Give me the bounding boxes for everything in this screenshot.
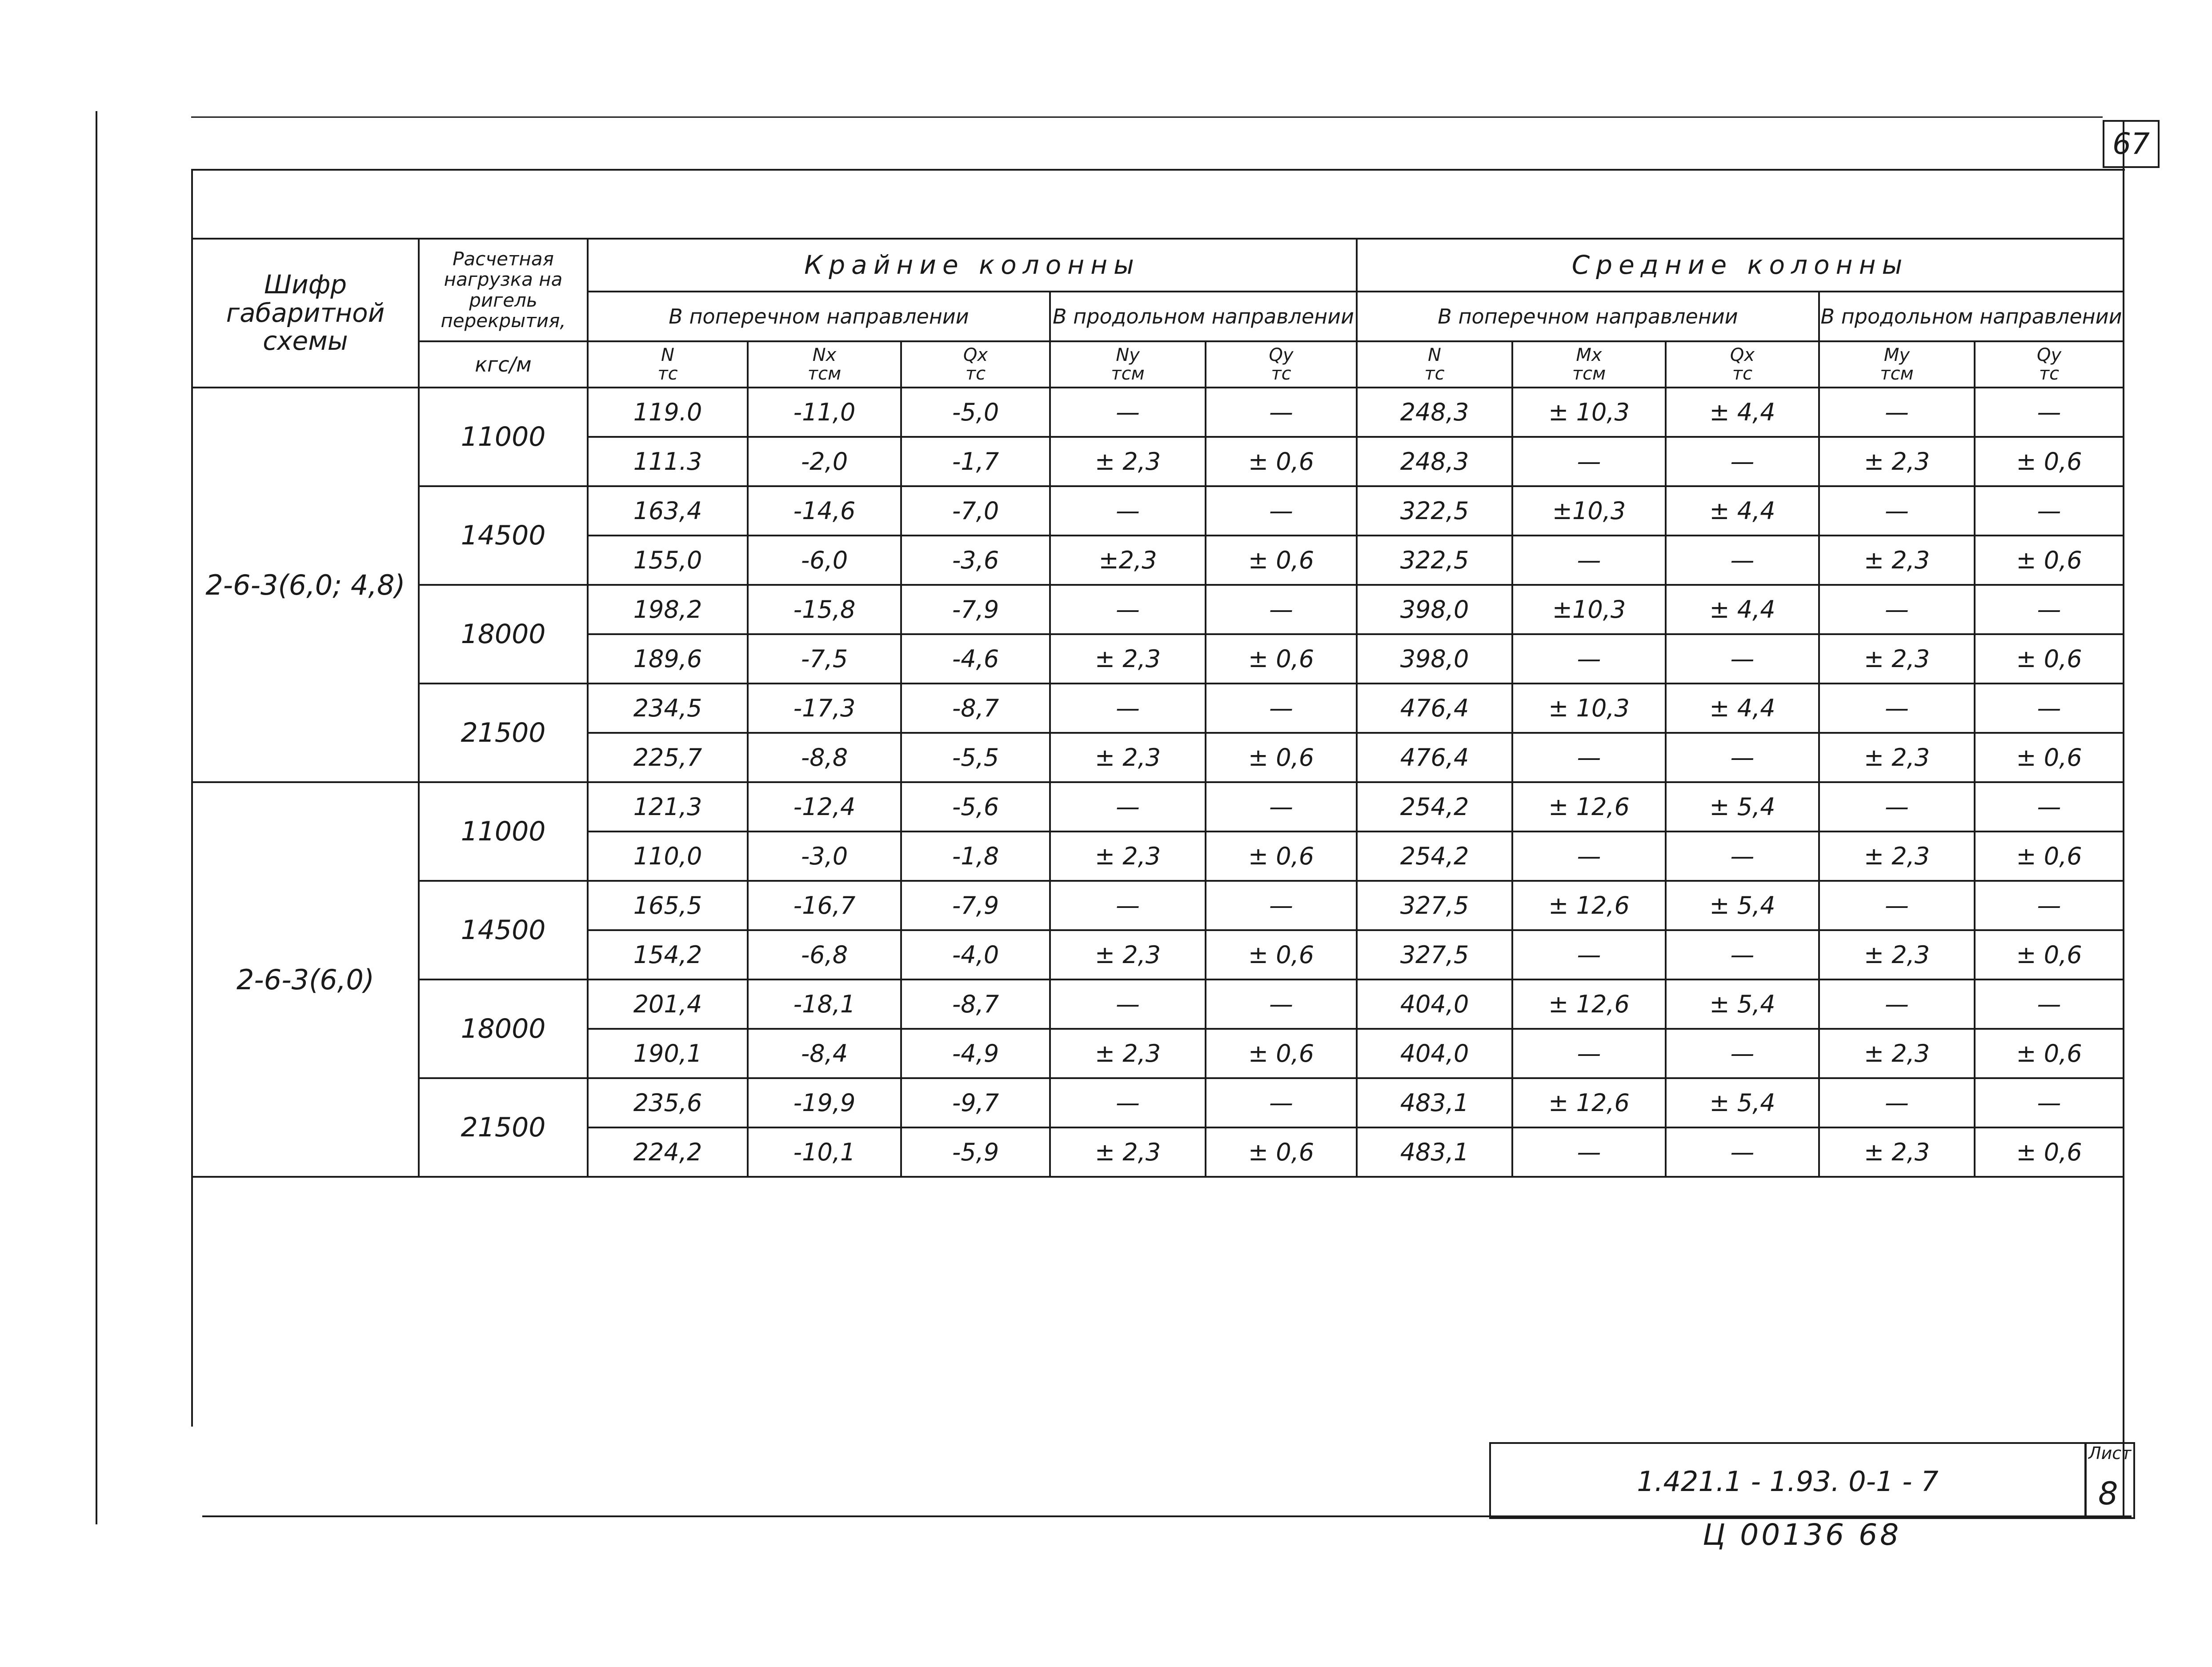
value-cell: ± 2,3 (1819, 1127, 1975, 1177)
value-cell: -7,5 (748, 634, 901, 684)
header-row-1 (192, 239, 2124, 292)
value-cell: 198,2 (588, 585, 748, 634)
sheet-label: Лист (2088, 1443, 2132, 1463)
value-cell: -3,6 (901, 536, 1050, 585)
value-cell: ± 0,6 (1206, 832, 1357, 881)
value-cell: 110,0 (588, 832, 748, 881)
value-cell: — (1819, 1078, 1975, 1127)
value-cell: ± 4,4 (1666, 486, 1819, 536)
table-row (192, 782, 2124, 832)
value-cell: -9,7 (901, 1078, 1050, 1127)
middle-transverse-header: В поперечном направлении (1357, 292, 1819, 341)
value-cell: — (1819, 782, 1975, 832)
value-cell: -5,9 (901, 1127, 1050, 1177)
value-cell: ± 0,6 (1975, 437, 2124, 486)
value-cell: 225,7 (588, 733, 748, 782)
value-cell: 163,4 (588, 486, 748, 536)
table-row (192, 979, 2124, 1029)
value-cell: -14,6 (748, 486, 901, 536)
value-cell: ± 0,6 (1206, 437, 1357, 486)
frame-left-outer (96, 111, 97, 1524)
scheme-cell: 2-6-3(6,0; 4,8) (192, 388, 419, 782)
value-cell: — (1050, 486, 1206, 536)
value-cell: — (1050, 881, 1206, 930)
value-cell: 248,3 (1357, 388, 1512, 437)
value-cell: — (1512, 1029, 1666, 1078)
value-cell: ± 12,6 (1512, 979, 1666, 1029)
value-cell: 119.0 (588, 388, 748, 437)
value-cell: 398,0 (1357, 634, 1512, 684)
edge-transverse-header: В поперечном направлении (588, 292, 1050, 341)
table-row (192, 486, 2124, 536)
value-cell: 248,3 (1357, 437, 1512, 486)
document-code: 1.421.1 - 1.93. 0-1 - 7 (1637, 1465, 1939, 1498)
value-cell: ± 0,6 (1975, 930, 2124, 979)
middle-longitudinal-header: В продольном направлении (1819, 292, 2124, 341)
value-cell: -4,0 (901, 930, 1050, 979)
load-cell: 14500 (419, 486, 588, 585)
value-cell: -11,0 (748, 388, 901, 437)
value-cell: 201,4 (588, 979, 748, 1029)
value-cell: -19,9 (748, 1078, 901, 1127)
value-cell: ± 0,6 (1975, 634, 2124, 684)
value-cell: -1,8 (901, 832, 1050, 881)
value-cell: -5,6 (901, 782, 1050, 832)
table-row (192, 388, 2124, 437)
value-cell: 154,2 (588, 930, 748, 979)
value-cell: — (1206, 782, 1357, 832)
value-cell: -5,5 (901, 733, 1050, 782)
value-cell: 190,1 (588, 1029, 748, 1078)
value-cell: 483,1 (1357, 1078, 1512, 1127)
value-cell: — (1666, 930, 1819, 979)
load-cell: 21500 (419, 1078, 588, 1177)
header-row-3 (192, 341, 2124, 388)
value-cell: 398,0 (1357, 585, 1512, 634)
value-cell: -17,3 (748, 684, 901, 733)
value-cell: -1,7 (901, 437, 1050, 486)
value-cell: ± 2,3 (1050, 832, 1206, 881)
value-cell: — (1050, 585, 1206, 634)
value-cell: — (1512, 733, 1666, 782)
value-cell: — (1819, 684, 1975, 733)
value-cell: -8,4 (748, 1029, 901, 1078)
value-cell: — (1050, 684, 1206, 733)
value-cell: ± 0,6 (1206, 1029, 1357, 1078)
value-cell: -2,0 (748, 437, 901, 486)
value-cell: -7,9 (901, 585, 1050, 634)
value-cell: -8,7 (901, 684, 1050, 733)
value-cell: ± 2,3 (1819, 832, 1975, 881)
value-cell: 224,2 (588, 1127, 748, 1177)
value-cell: -6,8 (748, 930, 901, 979)
col-middle-qy: Qy тс (1975, 341, 2124, 388)
table-row (192, 1078, 2124, 1127)
value-cell: — (1512, 634, 1666, 684)
value-cell: — (1206, 979, 1357, 1029)
value-cell: ± 2,3 (1819, 536, 1975, 585)
value-cell: 155,0 (588, 536, 748, 585)
value-cell: ± 0,6 (1975, 1127, 2124, 1177)
value-cell: — (1819, 881, 1975, 930)
value-cell: — (1819, 486, 1975, 536)
value-cell: ±10,3 (1512, 486, 1666, 536)
value-cell: ± 0,6 (1206, 733, 1357, 782)
value-cell: — (1666, 634, 1819, 684)
sheet-number: 8 (2098, 1475, 2118, 1512)
value-cell: ± 2,3 (1819, 437, 1975, 486)
value-cell: — (1050, 388, 1206, 437)
value-cell: — (1512, 437, 1666, 486)
value-cell: 322,5 (1357, 486, 1512, 536)
table-row (192, 881, 2124, 930)
value-cell: — (1512, 930, 1666, 979)
value-cell: ± 0,6 (1206, 634, 1357, 684)
value-cell: 165,5 (588, 881, 748, 930)
value-cell: ± 2,3 (1050, 930, 1206, 979)
value-cell: ± 2,3 (1819, 1029, 1975, 1078)
value-cell: ± 10,3 (1512, 684, 1666, 733)
value-cell: 327,5 (1357, 930, 1512, 979)
col-edge-qy: Qy тс (1206, 341, 1357, 388)
value-cell: ± 0,6 (1206, 536, 1357, 585)
value-cell: — (1206, 388, 1357, 437)
value-cell: — (1666, 733, 1819, 782)
value-cell: -5,0 (901, 388, 1050, 437)
value-cell: — (1666, 437, 1819, 486)
frame-top-inner (191, 169, 2125, 171)
value-cell: 111.3 (588, 437, 748, 486)
value-cell: — (1512, 1127, 1666, 1177)
value-cell: ± 0,6 (1206, 1127, 1357, 1177)
value-cell: — (1975, 388, 2124, 437)
value-cell: ± 0,6 (1206, 930, 1357, 979)
col-edge-n: N тс (588, 341, 748, 388)
value-cell: — (1206, 881, 1357, 930)
value-cell: ± 2,3 (1050, 1029, 1206, 1078)
value-cell: ± 10,3 (1512, 388, 1666, 437)
load-cell: 11000 (419, 782, 588, 881)
value-cell: -15,8 (748, 585, 901, 634)
value-cell: ± 0,6 (1975, 733, 2124, 782)
value-cell: -4,6 (901, 634, 1050, 684)
middle-columns-header: Средние колонны (1357, 239, 2124, 292)
value-cell: — (1975, 585, 2124, 634)
value-cell: ±2,3 (1050, 536, 1206, 585)
col-edge-qx: Qx тс (901, 341, 1050, 388)
table-row (192, 684, 2124, 733)
value-cell: — (1819, 388, 1975, 437)
value-cell: -10,1 (748, 1127, 901, 1177)
value-cell: -8,8 (748, 733, 901, 782)
value-cell: — (1975, 684, 2124, 733)
value-cell: ± 4,4 (1666, 585, 1819, 634)
value-cell: ± 2,3 (1050, 634, 1206, 684)
value-cell: — (1975, 1078, 2124, 1127)
archive-number: Ц 00136 68 (1703, 1518, 1902, 1552)
title-block (1489, 1442, 2086, 1519)
value-cell: — (1050, 1078, 1206, 1127)
value-cell: ± 4,4 (1666, 388, 1819, 437)
value-cell: — (1206, 1078, 1357, 1127)
value-cell: 235,6 (588, 1078, 748, 1127)
value-cell: — (1975, 979, 2124, 1029)
value-cell: ± 0,6 (1975, 832, 2124, 881)
value-cell: — (1666, 832, 1819, 881)
col-edge-ny: Ny тсм (1050, 341, 1206, 388)
value-cell: 404,0 (1357, 1029, 1512, 1078)
value-cell: -7,0 (901, 486, 1050, 536)
load-cell: 18000 (419, 979, 588, 1078)
edge-columns-header: Крайние колонны (588, 239, 1357, 292)
value-cell: — (1666, 536, 1819, 585)
value-cell: ± 12,6 (1512, 881, 1666, 930)
value-cell: — (1975, 881, 2124, 930)
value-cell: — (1512, 832, 1666, 881)
value-cell: -6,0 (748, 536, 901, 585)
frame-top-outer (191, 116, 2103, 118)
value-cell: — (1206, 684, 1357, 733)
value-cell: -3,0 (748, 832, 901, 881)
load-cell: 21500 (419, 684, 588, 782)
scheme-cell: 2-6-3(6,0) (192, 782, 419, 1177)
col-middle-qx: Qx тс (1666, 341, 1819, 388)
value-cell: — (1975, 782, 2124, 832)
value-cell: 254,2 (1357, 782, 1512, 832)
load-header: Расчетная нагрузка на ригель перекрытия, (419, 239, 588, 341)
value-cell: — (1050, 782, 1206, 832)
table-row (192, 585, 2124, 634)
value-cell: — (1819, 979, 1975, 1029)
load-cell: 18000 (419, 585, 588, 684)
value-cell: ± 5,4 (1666, 782, 1819, 832)
value-cell: — (1819, 585, 1975, 634)
value-cell: 322,5 (1357, 536, 1512, 585)
value-cell: ± 5,4 (1666, 1078, 1819, 1127)
value-cell: — (1666, 1127, 1819, 1177)
load-cell: 11000 (419, 388, 588, 486)
page-number: 67 (2103, 120, 2160, 168)
value-cell: ± 5,4 (1666, 979, 1819, 1029)
col-middle-my: My тсм (1819, 341, 1975, 388)
value-cell: -16,7 (748, 881, 901, 930)
col-middle-n: N тс (1357, 341, 1512, 388)
load-cell: 14500 (419, 881, 588, 979)
value-cell: — (1206, 486, 1357, 536)
forces-table (191, 238, 2124, 1178)
value-cell: 254,2 (1357, 832, 1512, 881)
value-cell: 483,1 (1357, 1127, 1512, 1177)
scheme-header: Шифр габаритной схемы (192, 239, 419, 388)
value-cell: ± 0,6 (1975, 536, 2124, 585)
value-cell: ± 2,3 (1050, 437, 1206, 486)
value-cell: 404,0 (1357, 979, 1512, 1029)
col-edge-nx: Nx тсм (748, 341, 901, 388)
value-cell: — (1666, 1029, 1819, 1078)
value-cell: — (1050, 979, 1206, 1029)
value-cell: ± 2,3 (1050, 1127, 1206, 1177)
col-middle-mx: Mx тсм (1512, 341, 1666, 388)
value-cell: 327,5 (1357, 881, 1512, 930)
value-cell: -18,1 (748, 979, 901, 1029)
value-cell: 189,6 (588, 634, 748, 684)
value-cell: ± 2,3 (1819, 930, 1975, 979)
value-cell: ±10,3 (1512, 585, 1666, 634)
value-cell: — (1975, 486, 2124, 536)
value-cell: 121,3 (588, 782, 748, 832)
edge-longitudinal-header: В продольном направлении (1050, 292, 1357, 341)
value-cell: 476,4 (1357, 733, 1512, 782)
value-cell: — (1206, 585, 1357, 634)
value-cell: -7,9 (901, 881, 1050, 930)
value-cell: ± 2,3 (1819, 733, 1975, 782)
value-cell: ± 0,6 (1975, 1029, 2124, 1078)
value-cell: 234,5 (588, 684, 748, 733)
value-cell: -4,9 (901, 1029, 1050, 1078)
load-unit: кгс/м (419, 341, 588, 388)
value-cell: ± 2,3 (1050, 733, 1206, 782)
value-cell: ± 4,4 (1666, 684, 1819, 733)
value-cell: ± 2,3 (1819, 634, 1975, 684)
value-cell: ± 12,6 (1512, 1078, 1666, 1127)
value-cell: -8,7 (901, 979, 1050, 1029)
value-cell: — (1512, 536, 1666, 585)
value-cell: ± 5,4 (1666, 881, 1819, 930)
value-cell: -12,4 (748, 782, 901, 832)
value-cell: ± 12,6 (1512, 782, 1666, 832)
value-cell: 476,4 (1357, 684, 1512, 733)
